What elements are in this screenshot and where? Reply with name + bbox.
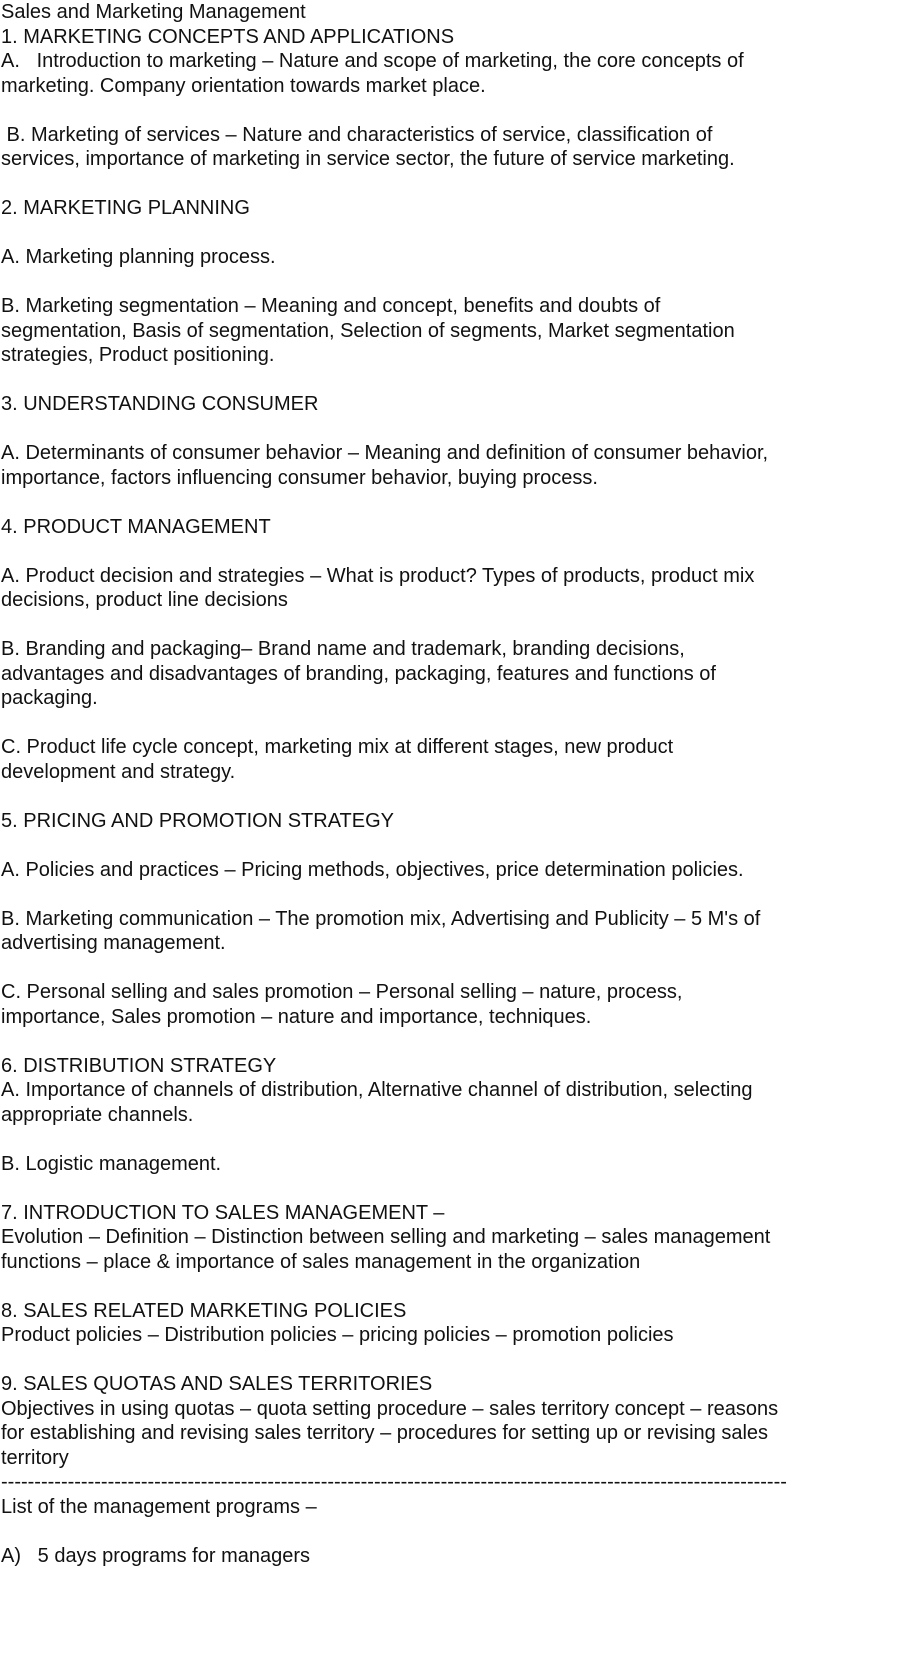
section-6-heading: 6. DISTRIBUTION STRATEGY: [1, 1054, 277, 1077]
section-3a-line-2: importance, factors influencing consumer behavior, buying process.: [1, 466, 598, 489]
section-1-heading: 1. MARKETING CONCEPTS AND APPLICATIONS: [1, 25, 455, 48]
section-9-line-1: Objectives in using quotas – quota setting procedure – sales territory concept – reasons: [1, 1397, 779, 1420]
section-5a-line-1: A. Policies and practices – Pricing methods, objectives, price determination policies.: [1, 858, 744, 881]
section-2b-line-1: B. Marketing segmentation – Meaning and concept, benefits and doubts of: [1, 295, 661, 317]
section-9-line-2: for establishing and revising sales territory – procedures for setting up or revising sales: [1, 1422, 769, 1444]
section-9-line-3: territory: [1, 1446, 69, 1469]
section-6a-line-2: appropriate channels.: [1, 1103, 194, 1126]
section-8-heading: 8. SALES RELATED MARKETING POLICIES: [1, 1299, 407, 1322]
section-4b-line-3: packaging.: [1, 687, 98, 709]
section-4c-line-1: C. Product life cycle concept, marketing mix at different stages, new product: [1, 736, 674, 758]
section-4a-line-2: decisions, product line decisions: [1, 589, 288, 611]
spacer: [1, 1127, 891, 1152]
spacer: [1, 221, 891, 246]
section-9-heading: 9. SALES QUOTAS AND SALES TERRITORIES: [1, 1373, 433, 1395]
section-3-heading: 3. UNDERSTANDING CONSUMER: [1, 393, 319, 415]
section-5c-line-2: importance, Sales promotion – nature and importance, techniques.: [1, 1005, 592, 1028]
section-1a-line-1: A. Introduction to marketing – Nature and scope of marketing, the core concepts of: [1, 50, 744, 72]
section-4b-line-1: B. Branding and packaging– Brand name and trademark, branding decisions,: [1, 638, 685, 660]
section-2a-line-1: A. Marketing planning process.: [1, 246, 276, 268]
section-4a-line-1: A. Product decision and strategies – What is product? Types of products, product mix: [1, 564, 755, 587]
section-3a-line-1: A. Determinants of consumer behavior – Meaning and definition of consumer behavior,: [1, 442, 769, 464]
spacer: [1, 270, 891, 295]
document-title: Sales and Marketing Management: [1, 1, 306, 23]
section-8-line-1: Product policies – Distribution policies – pricing policies – promotion policies: [1, 1324, 674, 1346]
section-6a-line-1: A. Importance of channels of distribution, Alternative channel of distribution, selecting: [1, 1079, 753, 1101]
section-5-heading: 5. PRICING AND PROMOTION STRATEGY: [1, 809, 395, 832]
section-4b-line-2: advantages and disadvantages of branding, packaging, features and functions of: [1, 662, 716, 685]
section-4c-line-2: development and strategy.: [1, 760, 236, 783]
section-5b-line-2: advertising management.: [1, 932, 226, 954]
section-6b-line-1: B. Logistic management.: [1, 1152, 222, 1175]
section-2b-line-2: segmentation, Basis of segmentation, Selection of segments, Market segmentation: [1, 319, 735, 342]
spacer: [1, 1274, 891, 1299]
section-7-heading: 7. INTRODUCTION TO SALES MANAGEMENT –: [1, 1201, 445, 1224]
dashed-divider: ----------------------------------------------------------------------------------------------------------------------: [1, 1471, 787, 1493]
spacer: [1, 98, 891, 123]
spacer: [1, 784, 891, 809]
spacer: [1, 539, 891, 564]
spacer: [1, 1029, 891, 1054]
section-7-line-2: functions – place & importance of sales management in the organization: [1, 1250, 641, 1273]
spacer: [1, 172, 891, 197]
section-1a-line-2: marketing. Company orientation towards market place.: [1, 74, 486, 97]
section-7-line-1: Evolution – Definition – Distinction between selling and marketing – sales management: [1, 1226, 771, 1248]
spacer: [1, 368, 891, 393]
section-5b-line-1: B. Marketing communication – The promotion mix, Advertising and Publicity – 5 M's of: [1, 907, 761, 930]
section-1b-line-2: services, importance of marketing in service sector, the future of service marketing.: [1, 148, 735, 170]
section-5c-line-1: C. Personal selling and sales promotion – Personal selling – nature, process,: [1, 981, 683, 1003]
section-2b-line-3: strategies, Product positioning.: [1, 344, 275, 366]
programs-heading: List of the management programs –: [1, 1495, 317, 1518]
spacer: [1, 1348, 891, 1373]
section-4-heading: 4. PRODUCT MANAGEMENT: [1, 515, 271, 538]
spacer: [1, 882, 891, 907]
spacer: [1, 956, 891, 981]
spacer: [1, 711, 891, 736]
section-1b-line-1: B. Marketing of services – Nature and characteristics of service, classification of: [1, 123, 713, 146]
spacer: [1, 833, 891, 858]
section-2-heading: 2. MARKETING PLANNING: [1, 197, 250, 219]
programs-item-a: A) 5 days programs for managers: [1, 1544, 311, 1567]
spacer: [1, 613, 891, 638]
spacer: [1, 490, 891, 515]
spacer: [1, 1519, 891, 1544]
spacer: [1, 1176, 891, 1201]
spacer: [1, 417, 891, 442]
